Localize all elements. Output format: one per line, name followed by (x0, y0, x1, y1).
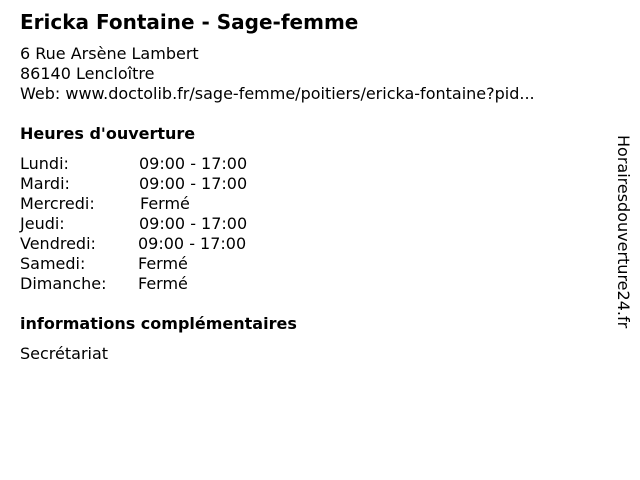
hours-time: 09:00 - 17:00 (139, 174, 248, 193)
page-title: Ericka Fontaine - Sage-femme (20, 10, 359, 34)
hours-heading: Heures d'ouverture (20, 124, 196, 143)
hours-day: Mardi: (20, 174, 70, 193)
hours-row-wednesday (20, 194, 320, 214)
address-city: 86140 Lencloître (20, 64, 155, 83)
hours-time: 09:00 - 17:00 (139, 154, 248, 173)
hours-time: Fermé (138, 274, 188, 293)
address-block (20, 44, 535, 104)
hours-day: Samedi: (20, 254, 86, 273)
hours-time: 09:00 - 17:00 (139, 214, 248, 233)
hours-row-monday (20, 154, 320, 174)
hours-day: Mercredi: (20, 194, 95, 213)
hours-time: Fermé (140, 194, 190, 213)
hours-table (20, 154, 320, 294)
hours-day: Dimanche: (20, 274, 107, 293)
info-text: Secrétariat (20, 344, 109, 363)
info-heading: informations complémentaires (20, 314, 297, 333)
hours-day: Lundi: (20, 154, 69, 173)
hours-row-saturday (20, 254, 320, 274)
hours-day: Vendredi: (20, 234, 96, 253)
hours-time: 09:00 - 17:00 (138, 234, 247, 253)
hours-row-friday (20, 234, 320, 254)
hours-row-tuesday (20, 174, 320, 194)
hours-row-thursday (20, 214, 320, 234)
hours-row-sunday (20, 274, 320, 294)
address-web: Web: www.doctolib.fr/sage-femme/poitiers/ericka-fontaine?pid... (20, 84, 535, 103)
address-street: 6 Rue Arsène Lambert (20, 44, 199, 63)
site-watermark: Horairesdouverture24.fr (614, 135, 633, 329)
hours-day: Jeudi: (20, 214, 65, 233)
hours-time: Fermé (138, 254, 188, 273)
